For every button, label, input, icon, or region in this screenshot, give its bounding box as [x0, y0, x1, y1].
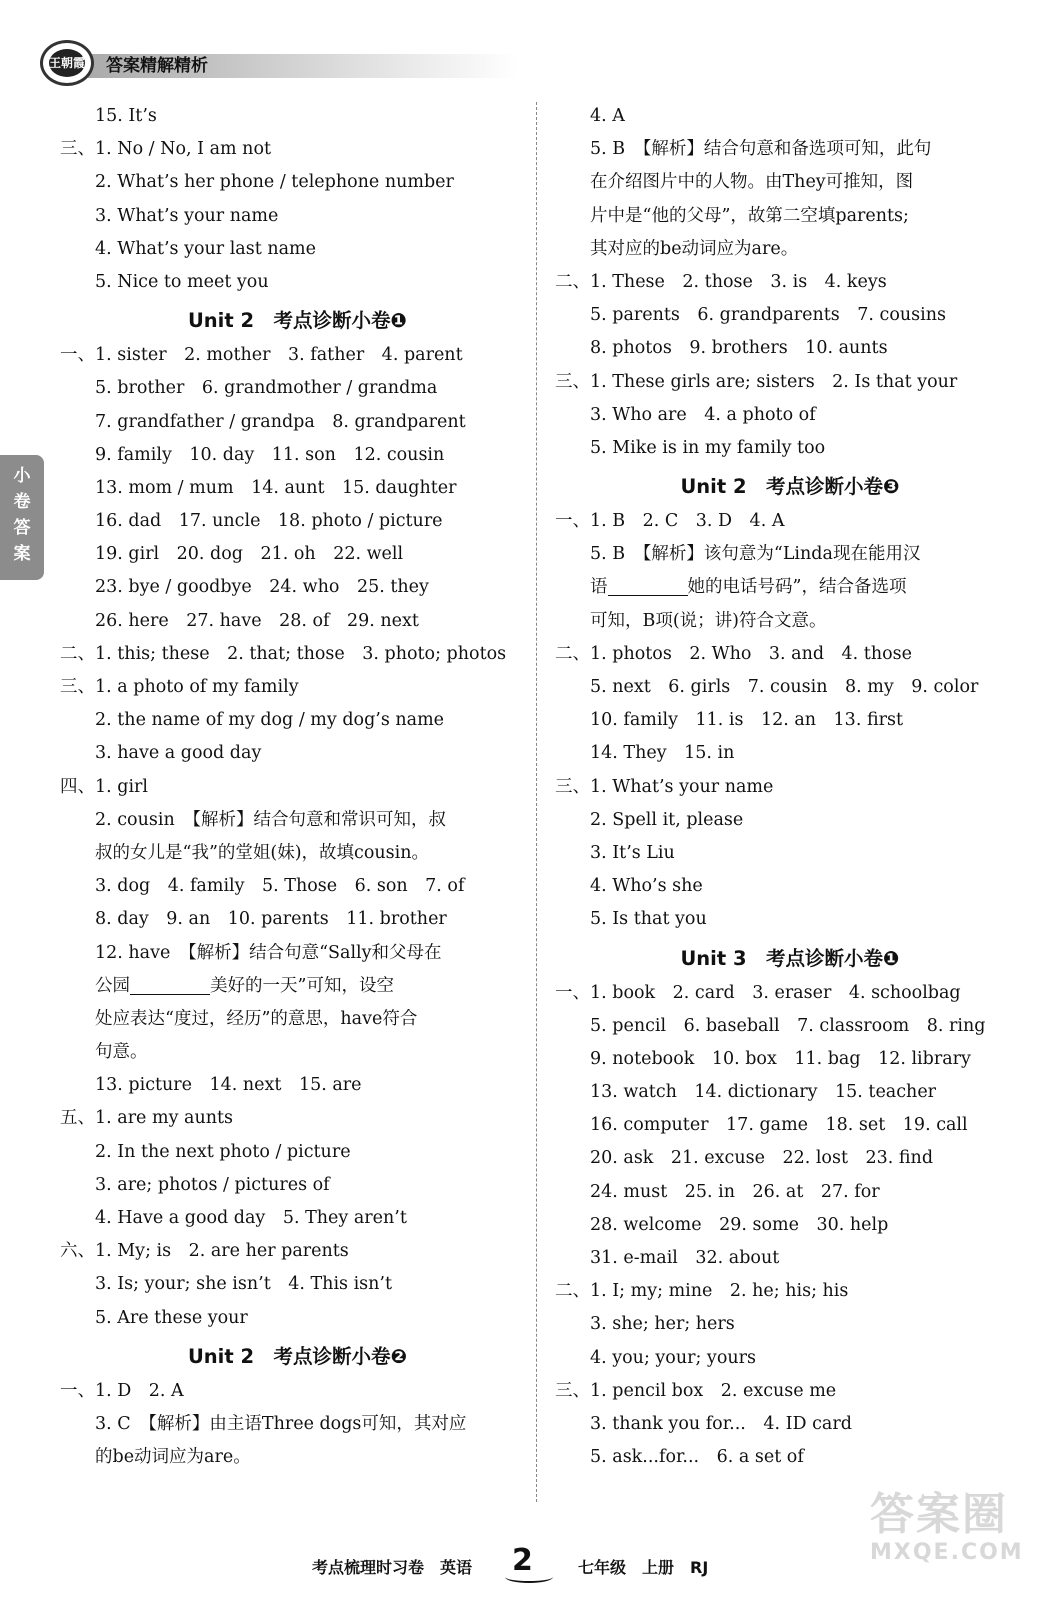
side-tab-char: 小: [13, 466, 31, 486]
answer-line: 9. family 10. day 11. son 12. cousin: [95, 444, 445, 465]
answer-line: 五、1. are my aunts: [60, 1108, 234, 1129]
answer-line: 13. watch 14. dictionary 15. teacher: [590, 1082, 937, 1103]
unit-heading: Unit 3 考点诊断小卷❶: [680, 946, 900, 970]
answer-line: 5. B 【解析】结合句意和备选项可知，此句: [590, 139, 932, 160]
page-header: [40, 40, 510, 86]
logo-text: 王朝霞: [49, 49, 85, 77]
answer-line: 15. It’s: [95, 106, 157, 126]
footer-book-title: 考点梳理时习卷 英语: [312, 1558, 473, 1577]
answer-line: 3. It’s Liu: [590, 842, 675, 863]
side-tab: [0, 455, 44, 580]
answer-line: 9. notebook 10. box 11. bag 12. library: [590, 1048, 971, 1069]
answer-line: 二、1. this; these 2. that; those 3. photo; photos: [60, 643, 507, 664]
side-tab-char: 答: [13, 518, 31, 538]
answer-line: 四、1. girl: [60, 776, 149, 797]
answer-line: 其对应的be动词应为are。: [590, 238, 799, 259]
answer-line: 2. What’s her phone / telephone number: [95, 172, 454, 193]
page-number-underline: [505, 1571, 553, 1583]
brand-logo: [40, 40, 94, 86]
watermark-logo-text: 答案圈: [870, 1489, 1008, 1540]
answer-line: 叔的女儿是“我”的堂姐(妹)，故填cousin。: [95, 842, 430, 863]
header-title: 答案精解精析: [106, 56, 208, 76]
answer-line: 13. picture 14. next 15. are: [95, 1075, 362, 1096]
footer-grade-info: 七年级 上册 RJ: [578, 1558, 709, 1577]
fill-in-blank: [608, 575, 688, 596]
answer-text: 语: [590, 577, 608, 598]
answer-line: 5. brother 6. grandmother / grandma: [95, 378, 438, 399]
answer-line: 三、1. These girls are; sisters 2. Is that your: [555, 371, 958, 392]
answer-line: 5. ask...for... 6. a set of: [590, 1447, 804, 1468]
answer-line: 13. mom / mum 14. aunt 15. daughter: [95, 477, 457, 498]
answer-line: 4. Who’s she: [590, 876, 703, 897]
answer-line: 10. family 11. is 12. an 13. first: [590, 710, 903, 731]
answer-line: 5. pencil 6. baseball 7. classroom 8. ring: [590, 1015, 986, 1036]
answer-line: 16. dad 17. uncle 18. photo / picture: [95, 511, 443, 532]
answer-line: 5. Mike is in my family too: [590, 437, 826, 458]
answer-line: 2. In the next photo / picture: [95, 1141, 351, 1162]
answer-line: 一、1. sister 2. mother 3. father 4. parent: [60, 345, 463, 366]
answer-text: 公园: [95, 975, 130, 996]
answer-line: 14. They 15. in: [590, 743, 735, 764]
fill-in-blank: [130, 974, 210, 995]
answer-line: 8. photos 9. brothers 10. aunts: [590, 338, 888, 359]
answer-text: 美好的一天”可知，设空: [210, 975, 394, 996]
answer-line: 一、1. D 2. A: [60, 1380, 184, 1401]
answer-line: 可知，B项(说；讲)符合文意。: [590, 610, 827, 631]
answer-line: 16. computer 17. game 18. set 19. call: [590, 1115, 968, 1136]
answer-line: 的be动词应为are。: [95, 1447, 251, 1468]
side-tab-char: 案: [13, 544, 31, 564]
answer-line: 4. A: [590, 106, 625, 126]
answer-line: 二、1. These 2. those 3. is 4. keys: [555, 271, 887, 292]
answer-line: 处应表达“度过，经历”的意思，have符合: [95, 1008, 418, 1029]
watermark: [870, 1490, 1040, 1580]
answer-line: 5. next 6. girls 7. cousin 8. my 9. color: [590, 677, 979, 697]
column-divider: [536, 102, 537, 1502]
answer-line: 31. e-mail 32. about: [590, 1248, 780, 1268]
answer-line: 3. thank you for... 4. ID card: [590, 1413, 852, 1434]
answer-line: 5. B 【解析】该句意为“Linda现在能用汉: [590, 544, 921, 565]
side-tab-char: 卷: [13, 492, 31, 512]
answer-line: 23. bye / goodbye 24. who 25. they: [95, 577, 429, 598]
unit-heading: Unit 2 考点诊断小卷❶: [187, 309, 408, 333]
answer-line: 24. must 25. in 26. at 27. for: [590, 1181, 880, 1202]
answer-line: 5. Is that you: [590, 909, 707, 930]
answer-line: [60, 970, 515, 1003]
answer-line: 三、1. a photo of my family: [60, 677, 299, 697]
answer-line: 三、1. No / No, I am not: [60, 139, 272, 160]
answer-text: 她的电话号码”，结合备选项: [687, 577, 907, 598]
answer-line: 7. grandfather / grandpa 8. grandparent: [95, 411, 466, 432]
unit-heading: Unit 2 考点诊断小卷❸: [680, 475, 900, 499]
answer-line: 三、1. pencil box 2. excuse me: [555, 1380, 837, 1401]
answer-line: 2. cousin 【解析】结合句意和常识可知，叔: [95, 809, 446, 830]
unit-heading: Unit 2 考点诊断小卷❷: [187, 1344, 408, 1368]
answer-line: 5. parents 6. grandparents 7. cousins: [590, 305, 946, 326]
answer-line: 六、1. My; is 2. are her parents: [60, 1241, 349, 1262]
answer-line: 片中是“他的父母”，故第二空填parents;: [590, 205, 909, 226]
answer-line: 5. Are these your: [95, 1307, 248, 1328]
answer-line: 20. ask 21. excuse 22. lost 23. find: [590, 1148, 934, 1169]
answer-line: 3. C 【解析】由主语Three dogs可知，其对应: [95, 1413, 467, 1434]
answer-line: 一、1. B 2. C 3. D 4. A: [555, 511, 785, 532]
answer-line: 26. here 27. have 28. of 29. next: [95, 610, 419, 631]
answer-line: 5. Nice to meet you: [95, 271, 269, 292]
answer-line: 19. girl 20. dog 21. oh 22. well: [95, 544, 404, 565]
watermark-url: MXQE.COM: [870, 1540, 1024, 1565]
answer-line: 12. have 【解析】结合句意“Sally和父母在: [95, 942, 442, 963]
answer-line: 二、1. I; my; mine 2. he; his; his: [555, 1281, 849, 1302]
answer-line: 4. Have a good day 5. They aren’t: [95, 1208, 407, 1228]
left-column: [60, 100, 515, 1474]
answer-line: 2. the name of my dog / my dog’s name: [95, 710, 445, 731]
answer-line: 在介绍图片中的人物。由They可推知，图: [590, 172, 914, 193]
answer-line: 二、1. photos 2. Who 3. and 4. those: [555, 643, 912, 664]
answer-line: 3. What’s your name: [95, 205, 279, 226]
answer-line: 8. day 9. an 10. parents 11. brother: [95, 909, 447, 930]
answer-line: 句意。: [95, 1042, 148, 1063]
answer-line: 28. welcome 29. some 30. help: [590, 1214, 889, 1235]
answer-line: 4. you; your; yours: [590, 1347, 756, 1368]
answer-line: 3. are; photos / pictures of: [95, 1174, 330, 1195]
page-number: 2: [512, 1543, 533, 1578]
answer-line: 三、1. What’s your name: [555, 776, 774, 797]
right-column: [555, 100, 1005, 1474]
answer-line: 3. dog 4. family 5. Those 6. son 7. of: [95, 876, 465, 897]
answer-line: 3. she; her; hers: [590, 1314, 735, 1335]
answer-line: 3. have a good day: [95, 743, 262, 764]
answer-line: [555, 571, 1005, 604]
answer-line: 4. What’s your last name: [95, 238, 316, 259]
answer-line: 一、1. book 2. card 3. eraser 4. schoolbag: [555, 982, 961, 1003]
answer-line: 3. Who are 4. a photo of: [590, 404, 816, 425]
answer-line: 3. Is; your; she isn’t 4. This isn’t: [95, 1274, 393, 1295]
answer-line: 2. Spell it, please: [590, 809, 744, 830]
